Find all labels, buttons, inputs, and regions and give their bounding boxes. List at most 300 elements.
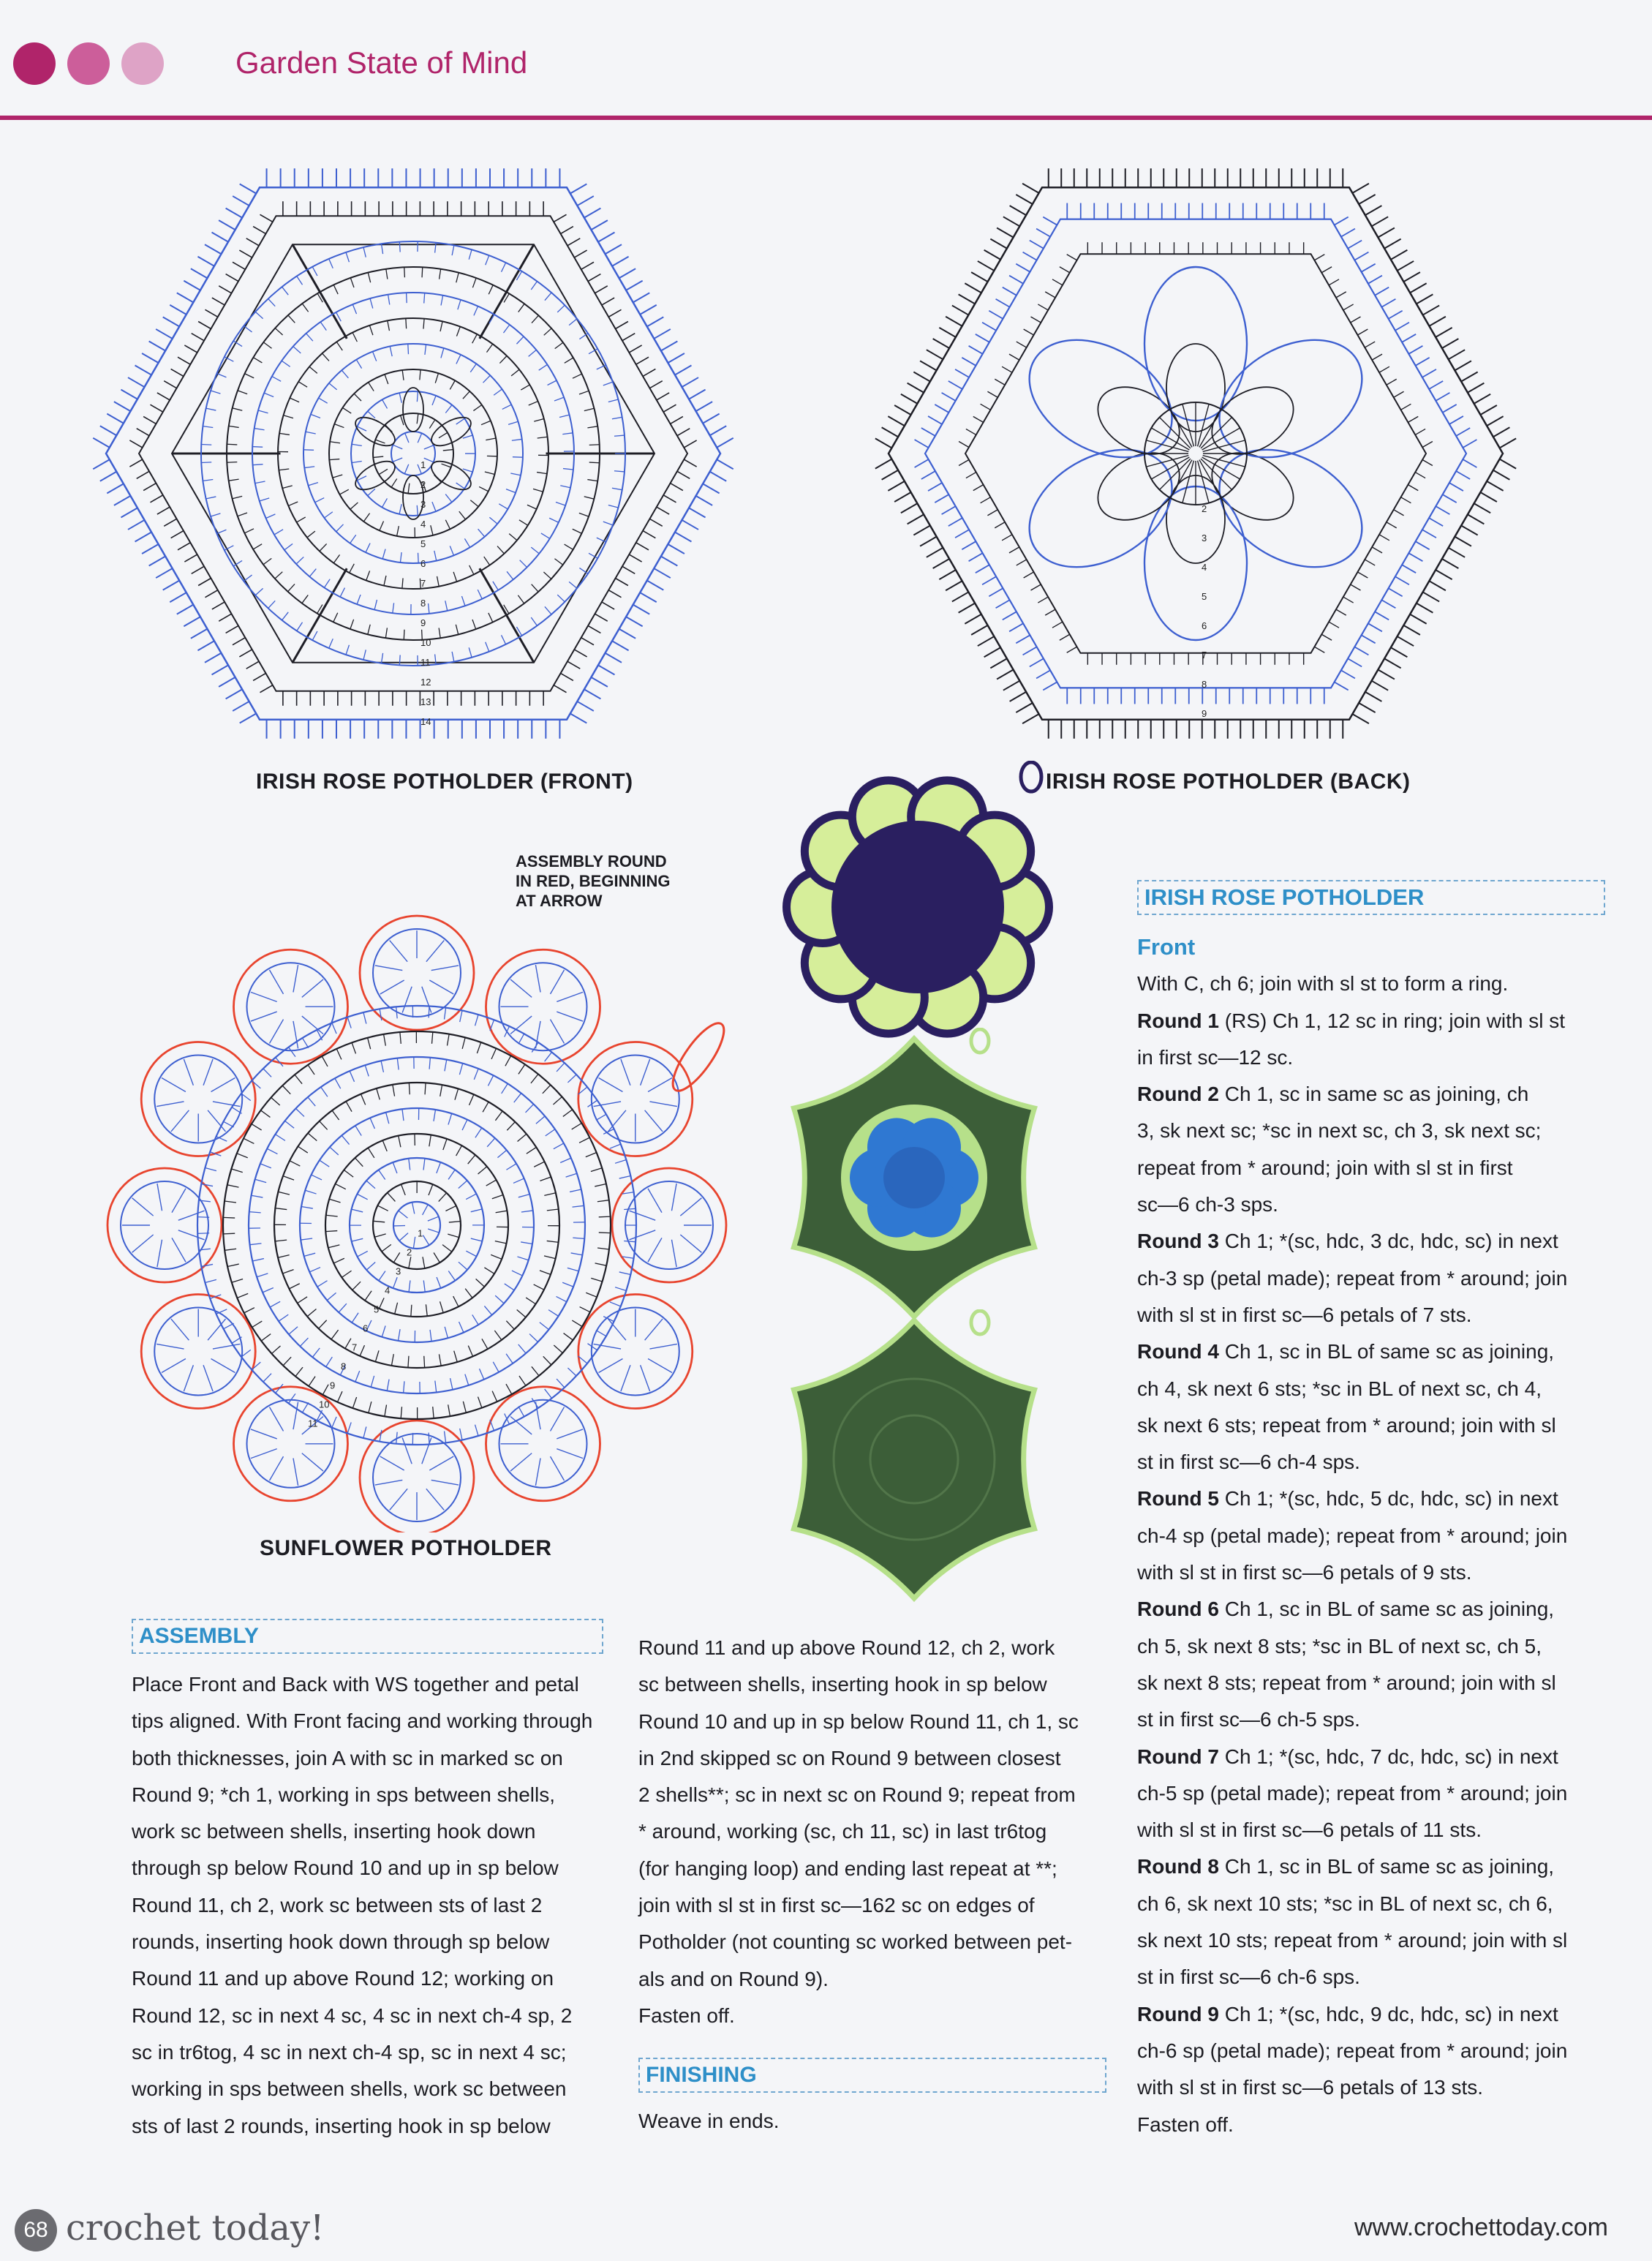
- diagram-stroke: [423, 1257, 425, 1268]
- diagram-stroke: [518, 1134, 527, 1141]
- diagram-stroke: [1449, 548, 1466, 557]
- diagram-stroke: [137, 429, 149, 436]
- diagram-stroke: [557, 1449, 583, 1459]
- diagram-stroke: [915, 459, 929, 467]
- diagram-stroke: [1436, 328, 1452, 337]
- diagram-stroke: [337, 1391, 342, 1402]
- diagram-stroke: [333, 475, 342, 478]
- diagram-stroke: [403, 388, 423, 432]
- diagram-stroke: [619, 1175, 631, 1178]
- diagram-stroke: [311, 414, 320, 418]
- diagram-stroke: [506, 1384, 512, 1394]
- diagram-stroke: [121, 390, 137, 399]
- diagram-stroke: [399, 655, 400, 665]
- diagram-stroke: [1009, 354, 1019, 360]
- diagram-stroke: [340, 588, 344, 597]
- diagram-stroke: [382, 1244, 391, 1252]
- round-number-label: 4: [385, 1284, 391, 1296]
- diagram-stroke: [289, 1327, 298, 1334]
- diagram-stroke: [302, 1453, 323, 1471]
- diagram-stroke: [164, 381, 176, 388]
- diagram-stroke: [468, 1346, 472, 1357]
- diagram-stroke: [540, 1271, 551, 1275]
- round-text: Ch 1; *(sc, hdc, 5 dc, hdc, sc) in next: [1219, 1487, 1558, 1511]
- diagram-stroke: [1455, 537, 1471, 546]
- diagram-stroke: [491, 1254, 502, 1259]
- diagram-stroke: [309, 569, 316, 577]
- diagram-stroke: [534, 1162, 544, 1167]
- diagram-stroke: [409, 1083, 410, 1094]
- diagram-stroke: [455, 1088, 459, 1099]
- diagram-stroke: [584, 408, 595, 410]
- diagram-stroke: [156, 329, 173, 339]
- diagram-stroke: [233, 638, 245, 645]
- diagram-stroke: [321, 1087, 328, 1096]
- diagram-stroke: [309, 366, 317, 373]
- diagram-stroke: [1375, 612, 1389, 620]
- diagram-stroke: [502, 405, 512, 409]
- diagram-stroke: [445, 1432, 446, 1443]
- diagram-stroke: [301, 1238, 312, 1240]
- diagram-stroke: [308, 1065, 314, 1075]
- diagram-stroke: [586, 1293, 597, 1297]
- diagram-stroke: [352, 1209, 363, 1212]
- diagram-stroke: [178, 1211, 205, 1220]
- diagram-stroke: [1036, 670, 1050, 678]
- diagram-stroke: [352, 1042, 355, 1053]
- diagram-stroke: [445, 494, 452, 503]
- diagram-stroke: [588, 625, 600, 633]
- diagram-stroke: [272, 1346, 281, 1354]
- diagram-stroke: [1493, 470, 1510, 480]
- diagram-stroke: [178, 357, 190, 364]
- diagram-stroke: [211, 1078, 235, 1092]
- diagram-stroke: [484, 557, 490, 565]
- diagram-stroke: [423, 1159, 425, 1170]
- round-text: ch 6, sk next 10 sts; *sc in BL of next sc, ch 6,: [1137, 1892, 1553, 1915]
- diagram-stroke: [251, 1012, 277, 1021]
- diagram-stroke: [360, 1345, 364, 1356]
- diagram-stroke: [251, 992, 277, 1001]
- diagram-stroke: [908, 383, 924, 393]
- diagram-stroke: [962, 541, 976, 549]
- diagram-stroke: [1463, 440, 1476, 448]
- diagram-stroke: [171, 1110, 189, 1132]
- diagram-stroke: [302, 1402, 308, 1412]
- assembly-text-col1: [132, 1666, 600, 2145]
- diagram-stroke: [1314, 647, 1324, 652]
- diagram-stroke: [156, 1344, 184, 1349]
- diagram-stroke: [249, 1212, 261, 1213]
- round-line: [1137, 1959, 1620, 1995]
- diagram-stroke: [345, 1339, 351, 1349]
- diagram-stroke: [366, 1181, 375, 1189]
- diagram-stroke: [434, 551, 437, 561]
- diagram-stroke: [1036, 229, 1050, 237]
- diagram-stroke: [107, 414, 124, 424]
- diagram-stroke: [1391, 250, 1408, 260]
- diagram-stroke: [474, 306, 478, 316]
- diagram-stroke: [424, 293, 425, 304]
- diagram-stroke: [598, 665, 615, 674]
- diagram-stroke: [320, 1121, 328, 1130]
- diagram-stroke: [563, 469, 573, 470]
- diagram-stroke: [629, 1230, 655, 1240]
- diagram-stroke: [547, 1241, 559, 1242]
- diagram-stroke: [475, 1015, 478, 1026]
- round-number-label: 2: [1202, 503, 1207, 514]
- diagram-stroke: [358, 1251, 368, 1256]
- diagram-stroke: [586, 1153, 597, 1157]
- diagram-stroke: [629, 554, 641, 562]
- diagram-stroke: [952, 592, 969, 601]
- diagram-stroke: [304, 1253, 315, 1256]
- diagram-stroke: [261, 1110, 271, 1117]
- diagram-stroke: [1456, 471, 1470, 479]
- diagram-stroke: [443, 450, 453, 451]
- diagram-stroke: [535, 965, 540, 992]
- diagram-stroke: [456, 355, 461, 364]
- diagram-stroke: [566, 1173, 577, 1177]
- diagram-stroke: [461, 596, 465, 606]
- diagram-stroke: [1022, 184, 1039, 193]
- diagram-stroke: [399, 242, 400, 252]
- diagram-stroke: [434, 1252, 440, 1263]
- diagram-stroke: [602, 298, 614, 305]
- diagram-stroke: [157, 507, 170, 514]
- diagram-stroke: [442, 1245, 452, 1252]
- diagram-stroke: [1455, 361, 1471, 370]
- diagram-stroke: [1335, 682, 1349, 690]
- diagram-stroke: [536, 1116, 545, 1124]
- diagram-stroke: [1474, 394, 1491, 404]
- diagram-stroke: [178, 1230, 205, 1240]
- diagram-stroke: [478, 529, 485, 537]
- diagram-stroke: [1378, 670, 1395, 680]
- diagram-stroke: [312, 631, 317, 640]
- diagram-stroke: [402, 1109, 404, 1121]
- round-text: (RS) Ch 1, 12 sc in ring; join with sl st: [1219, 1009, 1566, 1032]
- diagram-stroke: [445, 601, 448, 611]
- diagram-stroke: [290, 398, 299, 402]
- round-line: [1137, 1701, 1620, 1738]
- diagram-stroke: [317, 1281, 328, 1287]
- diagram-stroke: [1003, 287, 1017, 296]
- diagram-stroke: [703, 484, 720, 493]
- diagram-stroke: [393, 1277, 398, 1288]
- diagram-stroke: [875, 438, 892, 448]
- diagram-stroke: [441, 348, 444, 358]
- diagram-stroke: [548, 1310, 558, 1317]
- diagram-stroke: [329, 459, 339, 460]
- diagram-stroke: [363, 247, 366, 257]
- diagram-stroke: [606, 653, 622, 663]
- diagram-stroke: [121, 508, 137, 517]
- round-text: repeat from * around; join with sl st in first: [1137, 1156, 1513, 1179]
- diagram-stroke: [336, 1184, 346, 1189]
- diagram-stroke: [541, 533, 550, 538]
- diagram-stroke: [238, 513, 247, 516]
- round-number-label: 3: [1202, 533, 1207, 543]
- diagram-stroke: [1003, 681, 1020, 691]
- diagram-stroke: [157, 1240, 162, 1267]
- diagram-stroke: [517, 1257, 528, 1260]
- diagram-stroke: [1362, 635, 1376, 643]
- diagram-stroke: [223, 1217, 235, 1218]
- diagram-stroke: [411, 1305, 412, 1317]
- assembly-line: Round 9; *ch 1, working in sps between shells,: [132, 1783, 555, 1806]
- diagram-stroke: [342, 1271, 351, 1277]
- diagram-stroke: [1359, 195, 1376, 204]
- diagram-stroke: [1417, 294, 1433, 304]
- irish-rose-instructions: [1137, 929, 1620, 2143]
- diagram-stroke: [549, 518, 559, 522]
- diagram-stroke: [466, 1194, 476, 1199]
- round-number-label: 9: [330, 1380, 336, 1391]
- diagram-stroke: [526, 1104, 534, 1113]
- diagram-stroke: [490, 1420, 494, 1431]
- diagram-stroke: [1442, 339, 1459, 348]
- diagram-stroke: [475, 1425, 478, 1436]
- diagram-stroke: [544, 328, 551, 335]
- diagram-stroke: [554, 1096, 562, 1105]
- diagram-stroke: [663, 495, 676, 503]
- diagram-stroke: [128, 377, 145, 387]
- sunflower-potholder-photo: [764, 761, 1071, 1053]
- diagram-stroke: [1045, 609, 1055, 615]
- section-title: Garden State of Mind: [235, 45, 528, 80]
- diagram-stroke: [244, 1308, 254, 1313]
- diagram-stroke: [518, 1407, 524, 1417]
- diagram-stroke: [556, 502, 565, 505]
- diagram-stroke: [543, 1085, 551, 1094]
- front-subheading: Front: [1137, 934, 1196, 960]
- diagram-stroke: [351, 391, 475, 516]
- diagram-stroke: [298, 1146, 307, 1153]
- diagram-stroke: [1351, 584, 1361, 590]
- diagram-stroke: [191, 629, 208, 639]
- diagram-stroke: [346, 1102, 352, 1112]
- diagram-stroke: [250, 1244, 262, 1245]
- diagram-stroke: [671, 1240, 676, 1267]
- diagram-stroke: [641, 1059, 650, 1086]
- round-text: Ch 1, sc in same sc as joining, ch: [1219, 1083, 1529, 1106]
- diagram-stroke: [920, 361, 937, 370]
- diagram-stroke: [418, 433, 421, 443]
- diagram-stroke: [177, 293, 194, 302]
- diagram-stroke: [369, 326, 373, 335]
- diagram-stroke: [995, 522, 1005, 528]
- diagram-stroke: [252, 1124, 262, 1130]
- diagram-stroke: [1410, 283, 1427, 293]
- diagram-stroke: [1314, 255, 1324, 260]
- diagram-stroke: [336, 1049, 342, 1060]
- diagram-stroke: [548, 380, 557, 385]
- diagram-stroke: [567, 238, 580, 246]
- diagram-stroke: [608, 309, 621, 317]
- diagram-stroke: [495, 1295, 504, 1303]
- diagram-stroke: [499, 356, 507, 364]
- diagram-stroke: [1387, 379, 1397, 385]
- diagram-stroke: [282, 612, 289, 620]
- diagram-stroke: [544, 1193, 556, 1196]
- diagram-stroke: [481, 421, 491, 424]
- diagram-stroke: [1443, 405, 1457, 413]
- diagram-stroke: [560, 1158, 571, 1162]
- diagram-stroke: [603, 382, 613, 385]
- assembly-line: work sc between shells, inserting hook down: [132, 1820, 536, 1843]
- diagram-stroke: [567, 1075, 576, 1083]
- diagram-stroke: [390, 346, 392, 356]
- diagram-stroke: [989, 588, 1003, 596]
- diagram-stroke: [595, 1263, 607, 1265]
- round-text: ch 5, sk next 8 sts; *sc in BL of next sc, ch 5,: [1137, 1634, 1542, 1658]
- diagram-stroke: [373, 1181, 461, 1269]
- diagram-stroke: [216, 530, 226, 533]
- diagram-stroke: [456, 1145, 462, 1156]
- diagram-stroke: [1357, 329, 1368, 335]
- diagram-stroke: [1461, 372, 1478, 381]
- diagram-stroke: [682, 377, 699, 387]
- diagram-stroke: [424, 445, 434, 449]
- diagram-stroke: [325, 1231, 337, 1232]
- diagram-stroke: [1024, 572, 1034, 578]
- diagram-stroke: [352, 304, 356, 314]
- diagram-stroke: [546, 1129, 555, 1136]
- diagram-stroke: [445, 405, 452, 413]
- round-number-label: 6: [1202, 620, 1207, 631]
- diagram-stroke: [459, 1181, 467, 1189]
- diagram-stroke: [587, 426, 597, 428]
- diagram-stroke: [285, 1121, 295, 1128]
- diagram-stroke: [661, 557, 678, 566]
- diagram-stroke: [551, 970, 565, 994]
- diagram-stroke: [973, 485, 984, 491]
- diagram-stroke: [429, 420, 435, 429]
- diagram-stroke: [293, 1458, 298, 1485]
- diagram-stroke: [1362, 264, 1376, 272]
- diagram-stroke: [479, 486, 489, 491]
- diagram-stroke: [671, 416, 683, 424]
- diagram-stroke: [580, 1307, 590, 1312]
- diagram-stroke: [486, 255, 489, 265]
- diagram-stroke: [626, 617, 643, 626]
- round-line: [1137, 1848, 1620, 1885]
- diagram-stroke: [978, 636, 995, 646]
- diagram-stroke: [526, 1298, 535, 1304]
- diagram-stroke: [332, 1417, 336, 1428]
- diagram-stroke: [569, 582, 577, 588]
- diagram-stroke: [1354, 647, 1368, 655]
- diagram-stroke: [488, 1075, 493, 1086]
- diagram-stroke: [882, 427, 899, 437]
- diagram-stroke: [982, 576, 996, 584]
- diagram-stroke: [440, 1301, 444, 1312]
- diagram-stroke: [1480, 492, 1497, 502]
- diagram-stroke: [240, 713, 257, 723]
- diagram-stroke: [203, 1365, 213, 1391]
- diagram-stroke: [107, 484, 124, 493]
- diagram-stroke: [453, 1296, 459, 1306]
- diagram-stroke: [596, 1114, 606, 1120]
- diagram-stroke: [622, 334, 635, 341]
- diagram-stroke: [965, 614, 981, 624]
- round-line: [1137, 2069, 1620, 2106]
- diagram-stroke: [439, 432, 448, 437]
- diagram-stroke: [448, 1234, 459, 1237]
- diagram-stroke: [547, 1209, 559, 1211]
- diagram-stroke: [475, 1128, 482, 1137]
- diagram-stroke: [422, 1437, 431, 1464]
- diagram-stroke: [331, 1330, 339, 1339]
- assembly-heading: ASSEMBLY: [132, 1619, 603, 1654]
- diagram-stroke: [616, 322, 628, 329]
- diagram-stroke: [238, 391, 247, 394]
- diagram-stroke: [399, 1329, 401, 1341]
- diagram-stroke: [596, 1331, 606, 1336]
- diagram-stroke: [300, 1108, 534, 1342]
- diagram-stroke: [570, 1189, 581, 1192]
- diagram-stroke: [370, 298, 373, 308]
- diagram-stroke: [368, 1148, 374, 1158]
- header-dot: [121, 42, 164, 85]
- diagram-stroke: [584, 208, 601, 218]
- diagram-stroke: [329, 259, 333, 268]
- round-text: st in first sc—6 ch-5 sps.: [1137, 1708, 1360, 1731]
- diagram-stroke: [384, 576, 386, 586]
- diagram-stroke: [400, 552, 401, 563]
- diagram-stroke: [377, 1088, 380, 1099]
- diagram-stroke: [511, 369, 519, 376]
- diagram-stroke: [275, 1208, 287, 1210]
- diagram-stroke: [649, 381, 662, 388]
- diagram-stroke: [459, 1322, 464, 1333]
- diagram-stroke: [1010, 206, 1027, 215]
- diagram-stroke: [93, 438, 110, 448]
- diagram-stroke: [1416, 541, 1430, 549]
- diagram-stroke: [336, 524, 344, 532]
- diagram-stroke: [409, 1257, 411, 1268]
- diagram-stroke: [388, 295, 390, 305]
- diagram-stroke: [386, 1113, 389, 1124]
- diagram-stroke: [591, 677, 608, 687]
- diagram-stroke: [219, 677, 235, 687]
- diagram-stroke: [401, 1184, 405, 1195]
- diagram-stroke: [225, 1201, 236, 1203]
- diagram-stroke: [470, 364, 476, 372]
- diagram-stroke: [939, 328, 956, 337]
- diagram-stroke: [255, 481, 265, 484]
- diagram-stroke: [205, 1279, 216, 1282]
- diagram-stroke: [641, 1365, 650, 1391]
- diagram-stroke: [465, 1374, 469, 1385]
- diagram-stroke: [1436, 393, 1449, 401]
- irish-rose-heading: IRISH ROSE POTHOLDER: [1137, 880, 1605, 915]
- diagram-stroke: [610, 1144, 621, 1148]
- diagram-stroke: [456, 625, 458, 635]
- diagram-stroke: [385, 1405, 387, 1417]
- diagram-stroke: [615, 1287, 626, 1291]
- round-label: Round 7: [1137, 1745, 1219, 1768]
- diagram-stroke: [297, 517, 306, 522]
- irish-rose-front-caption: IRISH ROSE POTHOLDER (FRONT): [256, 770, 633, 794]
- diagram-stroke: [1416, 358, 1430, 366]
- diagram-stroke: [246, 238, 259, 246]
- diagram-stroke: [380, 1456, 404, 1470]
- assembly-line: 2 shells**; sc in next sc on Round 9; repeat from: [638, 1783, 1076, 1807]
- diagram-stroke: [1067, 647, 1077, 652]
- diagram-stroke: [668, 544, 684, 554]
